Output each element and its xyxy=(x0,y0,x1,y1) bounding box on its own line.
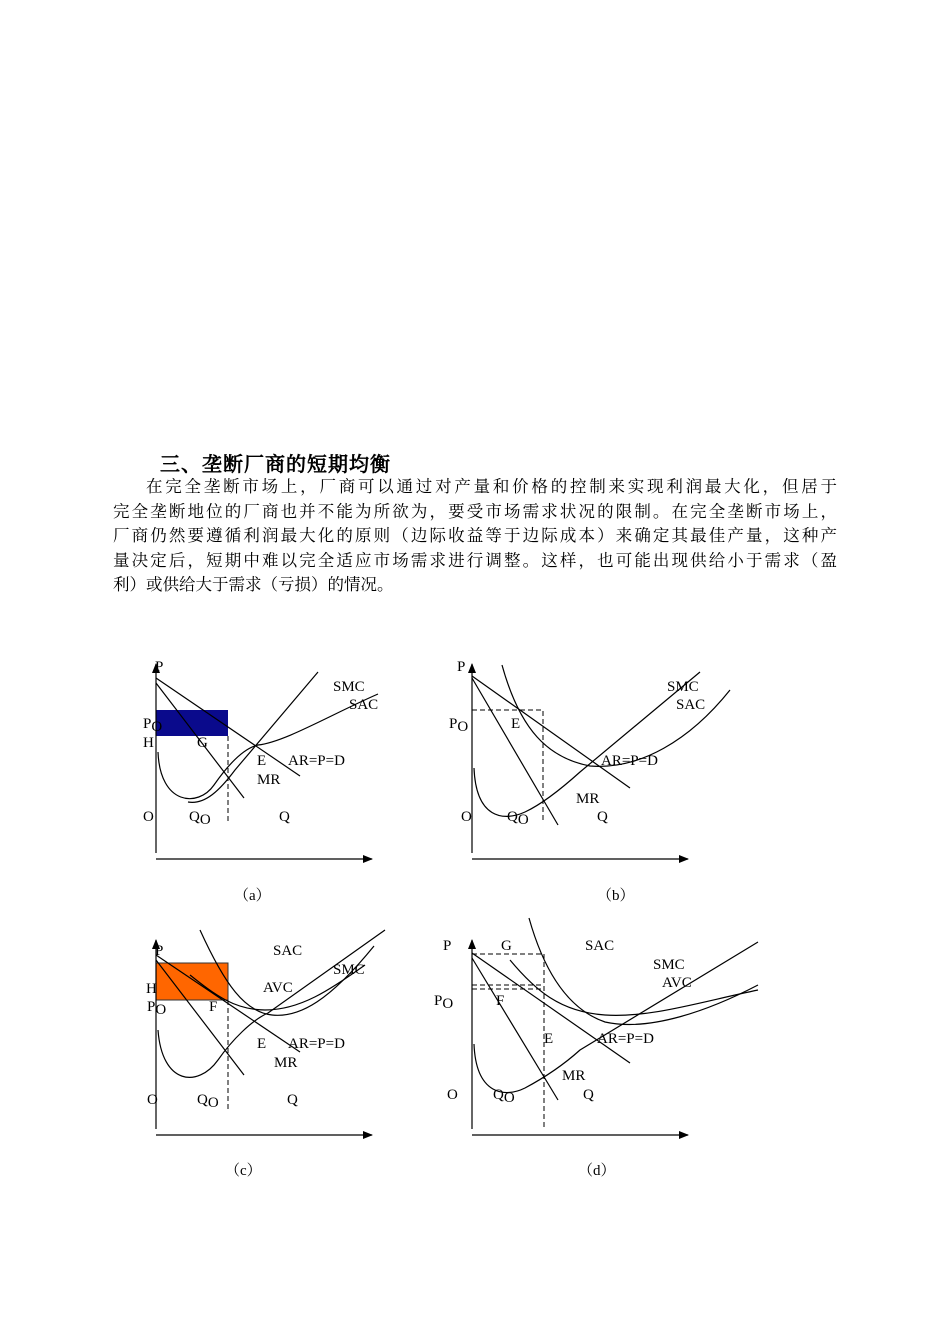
label-p: P xyxy=(443,938,452,954)
label-origin: O xyxy=(143,809,154,825)
label-p: P xyxy=(457,659,466,675)
caption-b: （b） xyxy=(597,888,635,904)
mr-curve xyxy=(472,678,558,825)
sac-curve xyxy=(529,918,758,1024)
section-title: 三、垄断厂商的短期均衡 xyxy=(160,452,391,476)
label-q0: QO xyxy=(197,1092,219,1111)
label-ar: AR=P=D xyxy=(601,753,658,769)
label-q0: QO xyxy=(507,809,529,828)
label-p: P xyxy=(155,659,164,675)
label-mr: MR xyxy=(576,791,600,807)
figure-d xyxy=(434,918,758,1179)
paragraph-line: 厂商仍然要遵循利润最大化的原则（边际收益等于边际成本）来确定其最佳产量，这种产 xyxy=(113,526,837,545)
label-g: G xyxy=(197,735,208,751)
label-e: E xyxy=(511,716,521,732)
label-q: Q xyxy=(279,809,290,825)
label-p0: PO xyxy=(434,993,454,1012)
label-smc: SMC xyxy=(667,679,699,695)
figure-c xyxy=(146,930,385,1179)
label-h: H xyxy=(146,981,157,997)
profit-area-rect xyxy=(156,710,228,736)
label-f: F xyxy=(209,999,218,1015)
label-avc: AVC xyxy=(662,975,692,991)
label-q: Q xyxy=(583,1087,594,1103)
mr-curve xyxy=(472,958,558,1100)
figure-b xyxy=(449,659,730,904)
label-ar: AR=P=D xyxy=(288,1036,345,1052)
demand-curve-ar xyxy=(472,676,630,788)
label-sac: SAC xyxy=(585,938,615,954)
label-h: H xyxy=(143,735,154,751)
paragraph-line: 利）或供给大于需求（亏损）的情况。 xyxy=(113,575,394,594)
label-mr: MR xyxy=(257,772,281,788)
label-p: P xyxy=(155,943,164,959)
label-p0: PO xyxy=(147,999,167,1018)
label-smc: SMC xyxy=(333,679,365,695)
label-g: G xyxy=(501,938,512,954)
label-smc: SMC xyxy=(333,962,365,978)
label-origin: O xyxy=(461,809,472,825)
label-ar: AR=P=D xyxy=(597,1031,654,1047)
smc-curve xyxy=(158,930,385,1077)
label-p0: PO xyxy=(143,716,163,735)
label-ar: AR=P=D xyxy=(288,753,345,769)
label-sac: SAC xyxy=(273,943,303,959)
caption-c: （c） xyxy=(225,1163,262,1179)
label-smc: SMC xyxy=(653,957,685,973)
label-q: Q xyxy=(597,809,608,825)
label-origin: O xyxy=(147,1092,158,1108)
label-mr: MR xyxy=(274,1055,298,1071)
label-p0: PO xyxy=(449,716,469,735)
label-f: F xyxy=(496,993,505,1009)
label-sac: SAC xyxy=(676,697,706,713)
smc-curve xyxy=(474,942,758,1093)
label-origin: O xyxy=(447,1087,458,1103)
avc-curve xyxy=(510,960,758,1015)
label-e: E xyxy=(257,753,267,769)
label-mr: MR xyxy=(562,1068,586,1084)
label-q0: QO xyxy=(493,1087,515,1106)
paragraph-line: 完全垄断地位的厂商也并不能为所欲为，要受市场需求状况的限制。在完全垄断市场上， xyxy=(113,501,837,521)
label-q0: QO xyxy=(189,809,211,828)
label-e: E xyxy=(544,1031,554,1047)
paragraph-line: 在完全垄断市场上，厂商可以通过对产量和价格的控制来实现利润最大化，但居于 xyxy=(146,477,837,496)
caption-d: （d） xyxy=(578,1163,616,1179)
figure-a xyxy=(143,659,378,904)
p0-q0-dashed-lines xyxy=(472,710,543,822)
label-e: E xyxy=(257,1036,267,1052)
caption-a: （a） xyxy=(234,888,271,904)
label-q: Q xyxy=(287,1092,298,1108)
label-avc: AVC xyxy=(263,980,293,996)
label-sac: SAC xyxy=(349,697,379,713)
paragraph-line: 量决定后，短期中难以完全适应市场需求进行调整。这样，也可能出现供给小于需求（盈 xyxy=(113,550,837,570)
